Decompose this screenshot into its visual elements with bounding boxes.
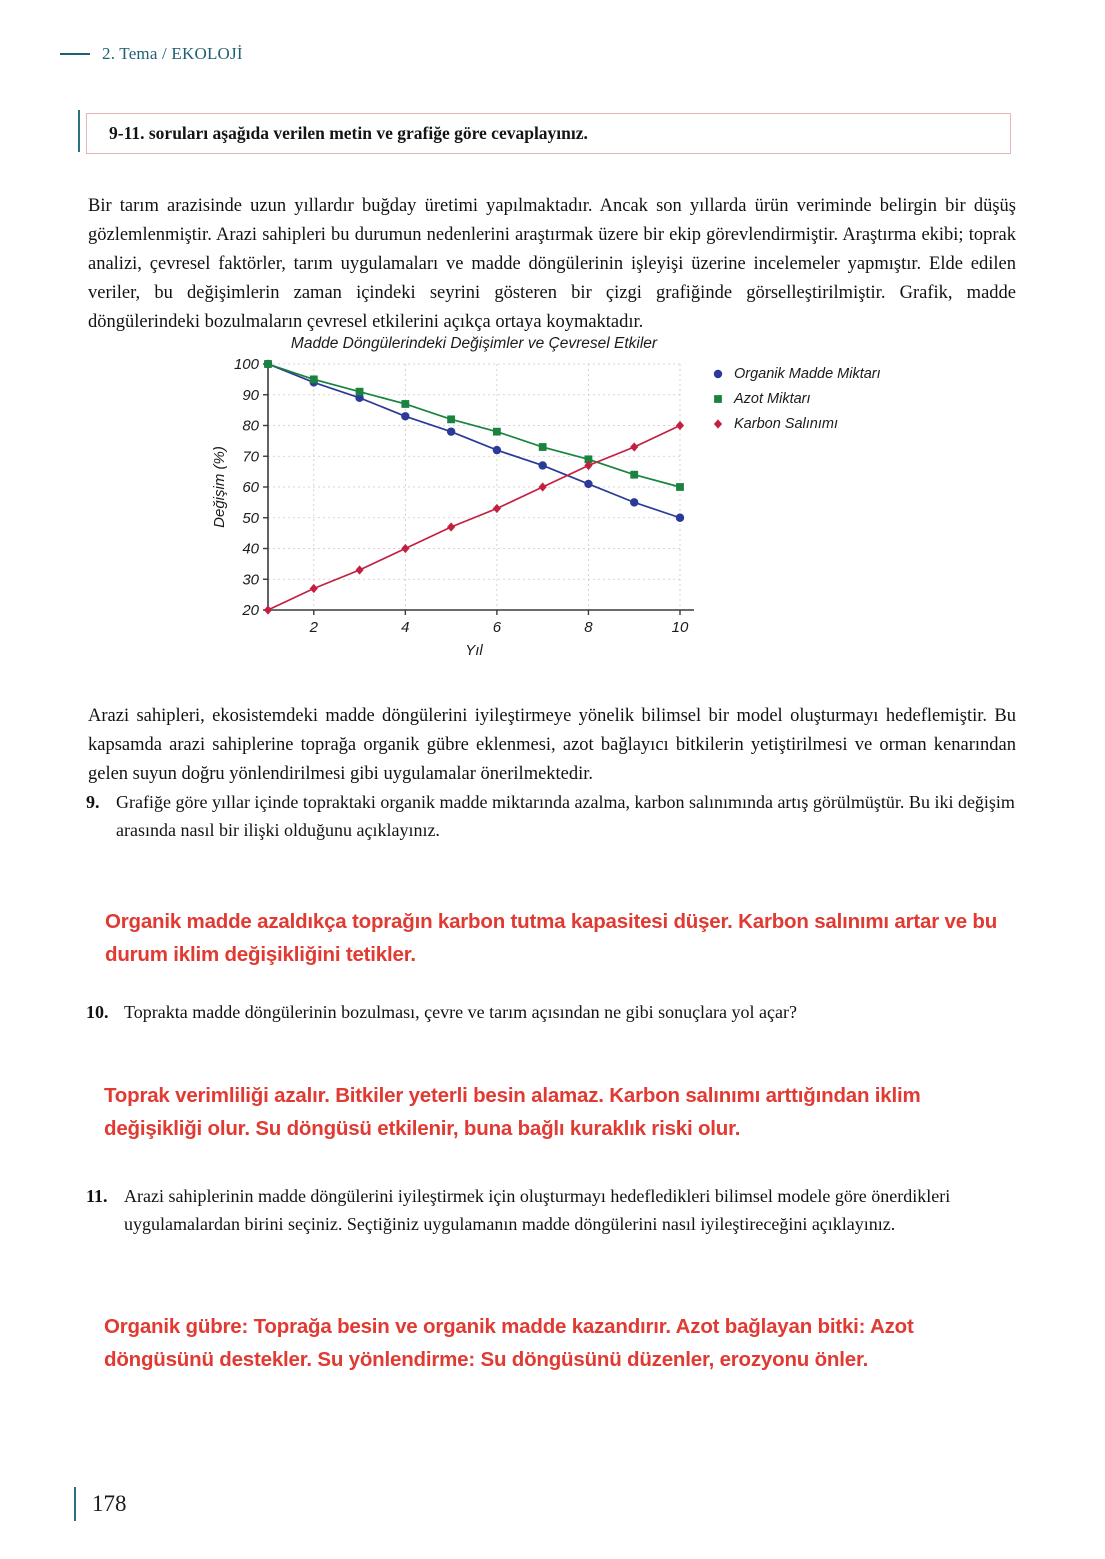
legend-item bbox=[714, 416, 838, 432]
y-axis-label: Değişim (%) bbox=[211, 446, 228, 528]
question-item-11 bbox=[86, 1182, 1016, 1238]
question-number-9: 9. bbox=[86, 792, 100, 812]
x-axis-tick-label: 8 bbox=[584, 619, 593, 636]
data-point-marker bbox=[493, 504, 501, 513]
data-point-marker bbox=[355, 565, 363, 574]
data-point-marker bbox=[630, 498, 638, 506]
answer-text-10: Toprak verimliliği azalır. Bitkiler yeterli besin alamaz. Karbon salınımı arttığından iklim değişikliği olur. Su döngüsü etkilenir, buna bağlı kuraklık riski olur. bbox=[104, 1084, 921, 1140]
page-number: 178 bbox=[92, 1491, 127, 1516]
x-axis-tick-label: 10 bbox=[671, 619, 689, 636]
data-point-marker bbox=[447, 522, 455, 531]
footer-rule-icon bbox=[74, 1487, 76, 1521]
data-point-marker bbox=[401, 400, 409, 408]
y-axis-tick-label: 80 bbox=[242, 417, 259, 435]
data-point-marker bbox=[310, 584, 318, 593]
y-axis-tick-label: 50 bbox=[242, 509, 259, 527]
data-point-marker bbox=[493, 428, 501, 436]
chart-series bbox=[264, 360, 684, 491]
model-paragraph: Arazi sahipleri, ekosistemdeki madde döngülerini iyileştirmeye yönelik bilimsel bir model oluşturmayı hedeflemiştir. Bu kapsamda arazi sahiplerine toprağa organik gübre eklenmesi, azot bağlayıcı bitkilerin yetiştirilmesi ve orman kenarından gelen suyun doğru yönlendirilmesi gibi uygulamalar önerilmektedir. bbox=[88, 705, 1016, 784]
intro-paragraph: Bir tarım arazisinde uzun yıllardır buğday üretimi yapılmaktadır. Ancak son yıllarda ürün veriminde belirgin bir düşüş gözlemlenmiştir. Arazi sahipleri bu durumun nedenlerini araştırmak üzere bir ekip görevlendirmiştir. Araştırma ekibi; toprak analizi, çevresel faktörler, tarım uygulamaları ve madde döngülerinin işleyişi üzerine incelemeler yapmıştır. Elde edilen veriler, bu değişimlerin zaman içindeki seyrini gösteren bir çizgi grafiğinde görselleştirilmiştir. Grafik, madde döngülerindeki bozulmaların çevresel etkilerini açıkça ortaya koymaktadır. bbox=[88, 195, 1016, 332]
y-axis-tick-label: 70 bbox=[242, 448, 259, 466]
chart-title: Madde Döngülerindeki Değişimler ve Çevresel Etkiler bbox=[290, 335, 658, 352]
question-item-10 bbox=[86, 998, 1016, 1026]
y-axis-tick-label: 20 bbox=[242, 602, 259, 619]
legend-label: Karbon Salınımı bbox=[734, 416, 838, 432]
page-footer bbox=[74, 1487, 127, 1521]
left-spine-accent bbox=[78, 110, 80, 152]
breadcrumb: 2. Tema / EKOLOJİ bbox=[102, 44, 243, 63]
question-text-11: Arazi sahiplerinin madde döngülerini iyileştirmek için oluşturmayı hedefledikleri bilimsel modele göre önerdikleri uygulamalardan birini seçiniz. Seçtiğiniz uygulamanın madde döngülerini nasıl iyileştireceğini açıklayınız. bbox=[124, 1186, 951, 1234]
legend-marker-icon bbox=[714, 370, 722, 378]
question-prompt-box bbox=[86, 113, 1011, 154]
data-point-marker bbox=[401, 412, 409, 420]
x-axis-tick-label: 6 bbox=[492, 619, 502, 636]
x-axis-tick-label: 4 bbox=[401, 619, 410, 636]
data-point-marker bbox=[630, 442, 638, 451]
data-point-marker bbox=[584, 480, 592, 488]
question-text-10: Toprakta madde döngülerinin bozulması, çevre ve tarım açısından ne gibi sonuçlara yol açar? bbox=[124, 1002, 797, 1022]
data-point-marker bbox=[264, 605, 272, 614]
data-point-marker bbox=[630, 471, 638, 479]
legend-marker-icon bbox=[714, 395, 722, 403]
answer-text-9: Organik madde azaldıkça toprağın karbon tutma kapasitesi düşer. Karbon salınımı artar ve bu durum iklim değişikliğini tetikler. bbox=[105, 910, 998, 966]
question-number-11: 11. bbox=[86, 1186, 108, 1206]
answer-text-11: Organik gübre: Toprağa besin ve organik madde kazandırır. Azot bağlayan bitki: Azot döngüsünü destekler. Su yönlendirme: Su döngüsünü düzenler, erozyonu önler. bbox=[104, 1315, 914, 1371]
question-item-9 bbox=[86, 788, 1016, 844]
legend-item bbox=[714, 391, 810, 407]
question-number-10: 10. bbox=[86, 1002, 109, 1022]
x-axis-tick-label: 2 bbox=[309, 619, 318, 636]
question-text-9: Grafiğe göre yıllar içinde topraktaki organik madde miktarında azalma, karbon salınımında artış görülmüştür. Bu iki değişim arasında nasıl bir ilişki olduğunu açıklayınız. bbox=[116, 792, 1015, 840]
y-axis-tick-label: 100 bbox=[233, 356, 259, 373]
data-point-marker bbox=[401, 544, 409, 553]
y-axis-tick-label: 90 bbox=[242, 386, 259, 404]
y-axis-tick-label: 30 bbox=[242, 571, 259, 589]
chart-svg bbox=[190, 332, 980, 662]
line-chart bbox=[190, 332, 980, 662]
data-point-marker bbox=[676, 483, 684, 491]
data-point-marker bbox=[539, 482, 547, 491]
data-point-marker bbox=[447, 427, 455, 435]
data-point-marker bbox=[676, 421, 684, 430]
data-point-marker bbox=[356, 388, 364, 396]
data-point-marker bbox=[264, 360, 272, 368]
data-point-marker bbox=[538, 461, 546, 469]
page-header bbox=[60, 44, 243, 64]
y-axis-tick-label: 60 bbox=[242, 479, 259, 496]
series-line bbox=[268, 364, 680, 518]
y-axis-tick-label: 40 bbox=[242, 540, 259, 558]
header-rule-icon bbox=[60, 53, 90, 55]
question-prompt-text: 9-11. soruları aşağıda verilen metin ve grafiğe göre cevaplayınız. bbox=[109, 123, 588, 143]
data-point-marker bbox=[447, 415, 455, 423]
x-axis-label: Yıl bbox=[465, 642, 483, 659]
chart-series bbox=[264, 421, 684, 615]
legend-item bbox=[714, 366, 881, 382]
legend-marker-icon bbox=[714, 419, 722, 428]
data-point-marker bbox=[676, 514, 684, 522]
legend-label: Azot Miktarı bbox=[734, 391, 811, 407]
data-point-marker bbox=[539, 443, 547, 451]
data-point-marker bbox=[310, 375, 318, 383]
data-point-marker bbox=[493, 446, 501, 454]
legend-label: Organik Madde Miktarı bbox=[734, 366, 881, 382]
chart-series bbox=[264, 360, 684, 522]
